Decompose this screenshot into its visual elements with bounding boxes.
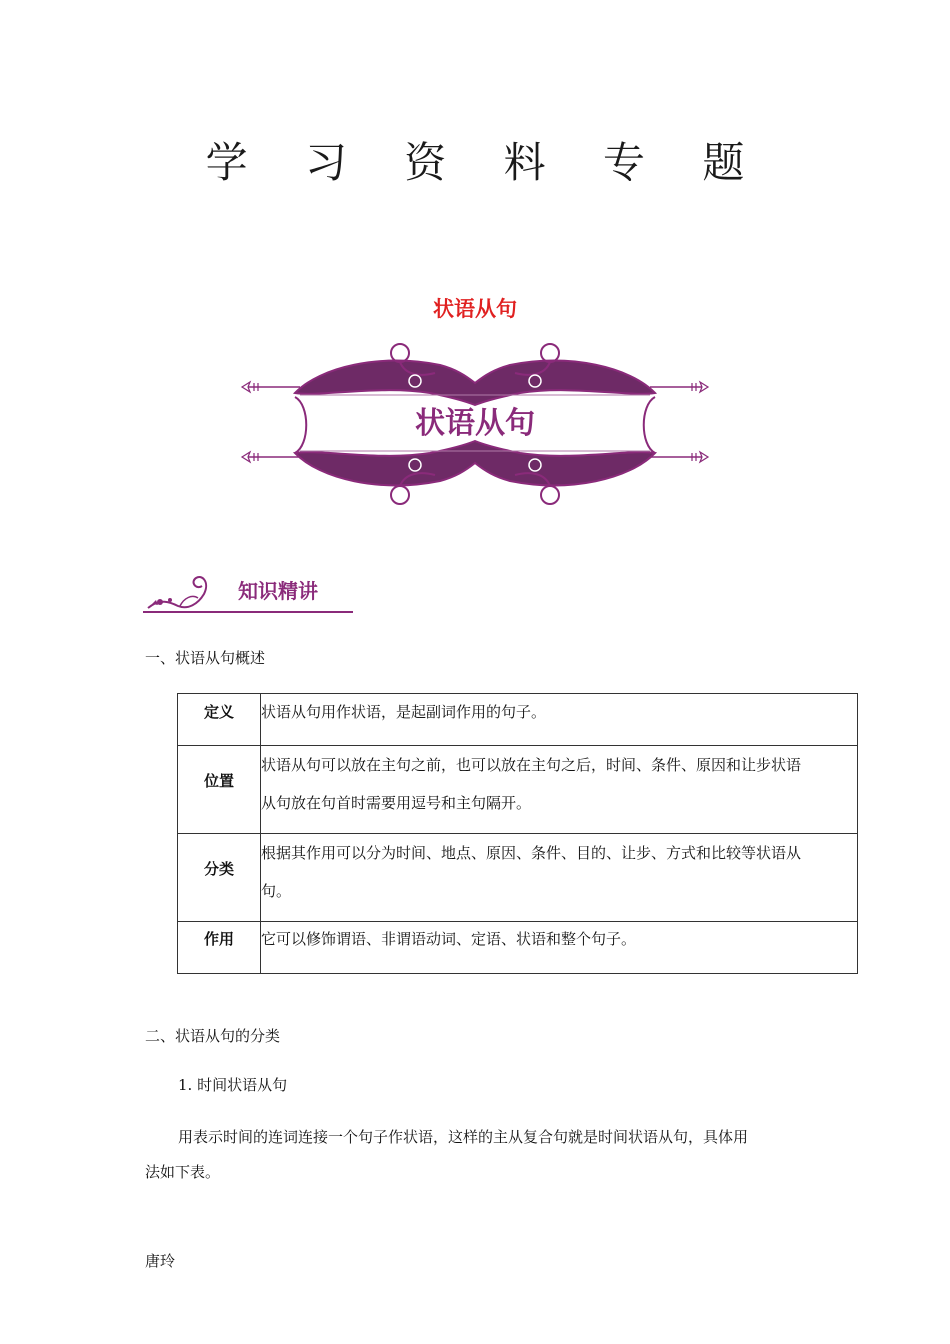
row-value-line: 状语从句可以放在主句之前，也可以放在主句之后，时间、条件、原因和让步状语 bbox=[261, 756, 802, 774]
overview-table bbox=[177, 693, 858, 974]
banner-title: 状语从句 bbox=[415, 406, 535, 441]
section-tag-label: 知识精讲 bbox=[238, 579, 318, 603]
body-paragraph-line-2: 法如下表。 bbox=[145, 1163, 221, 1181]
footer-author: 唐玲 bbox=[145, 1252, 176, 1270]
subsection-heading: 1. 时间状语从句 bbox=[178, 1076, 288, 1094]
row-value-line: 句。 bbox=[261, 882, 292, 900]
section-2-heading: 二、状语从句的分类 bbox=[145, 1027, 281, 1045]
topic-subtitle: 状语从句 bbox=[433, 297, 517, 321]
row-label: 位置 bbox=[178, 746, 261, 834]
row-value bbox=[261, 834, 858, 922]
row-value-line: 它可以修饰谓语、非谓语动词、定语、状语和整个句子。 bbox=[261, 930, 637, 948]
row-value-line: 状语从句用作状语，是起副词作用的句子。 bbox=[261, 703, 547, 721]
row-value bbox=[261, 694, 858, 746]
row-value-line: 从句放在句首时需要用逗号和主句隔开。 bbox=[261, 794, 532, 812]
row-label: 定义 bbox=[178, 694, 261, 746]
row-value bbox=[261, 746, 858, 834]
section-tag-underline bbox=[143, 611, 353, 613]
body-paragraph-line-1: 用表示时间的连词连接一个句子作状语，这样的主从复合句就是时间状语从句，具体用 bbox=[178, 1128, 749, 1146]
table-row bbox=[178, 746, 858, 834]
row-label: 分类 bbox=[178, 834, 261, 922]
flourish-icon bbox=[140, 568, 240, 616]
section-1-heading: 一、状语从句概述 bbox=[145, 649, 266, 667]
page-title: 学 习 资 料 专 题 bbox=[205, 138, 767, 187]
row-label: 作用 bbox=[178, 922, 261, 974]
table-row bbox=[178, 834, 858, 922]
table-row bbox=[178, 694, 858, 746]
table-row bbox=[178, 922, 858, 974]
row-value bbox=[261, 922, 858, 974]
row-value-line: 根据其作用可以分为时间、地点、原因、条件、目的、让步、方式和比较等状语从 bbox=[261, 844, 802, 862]
